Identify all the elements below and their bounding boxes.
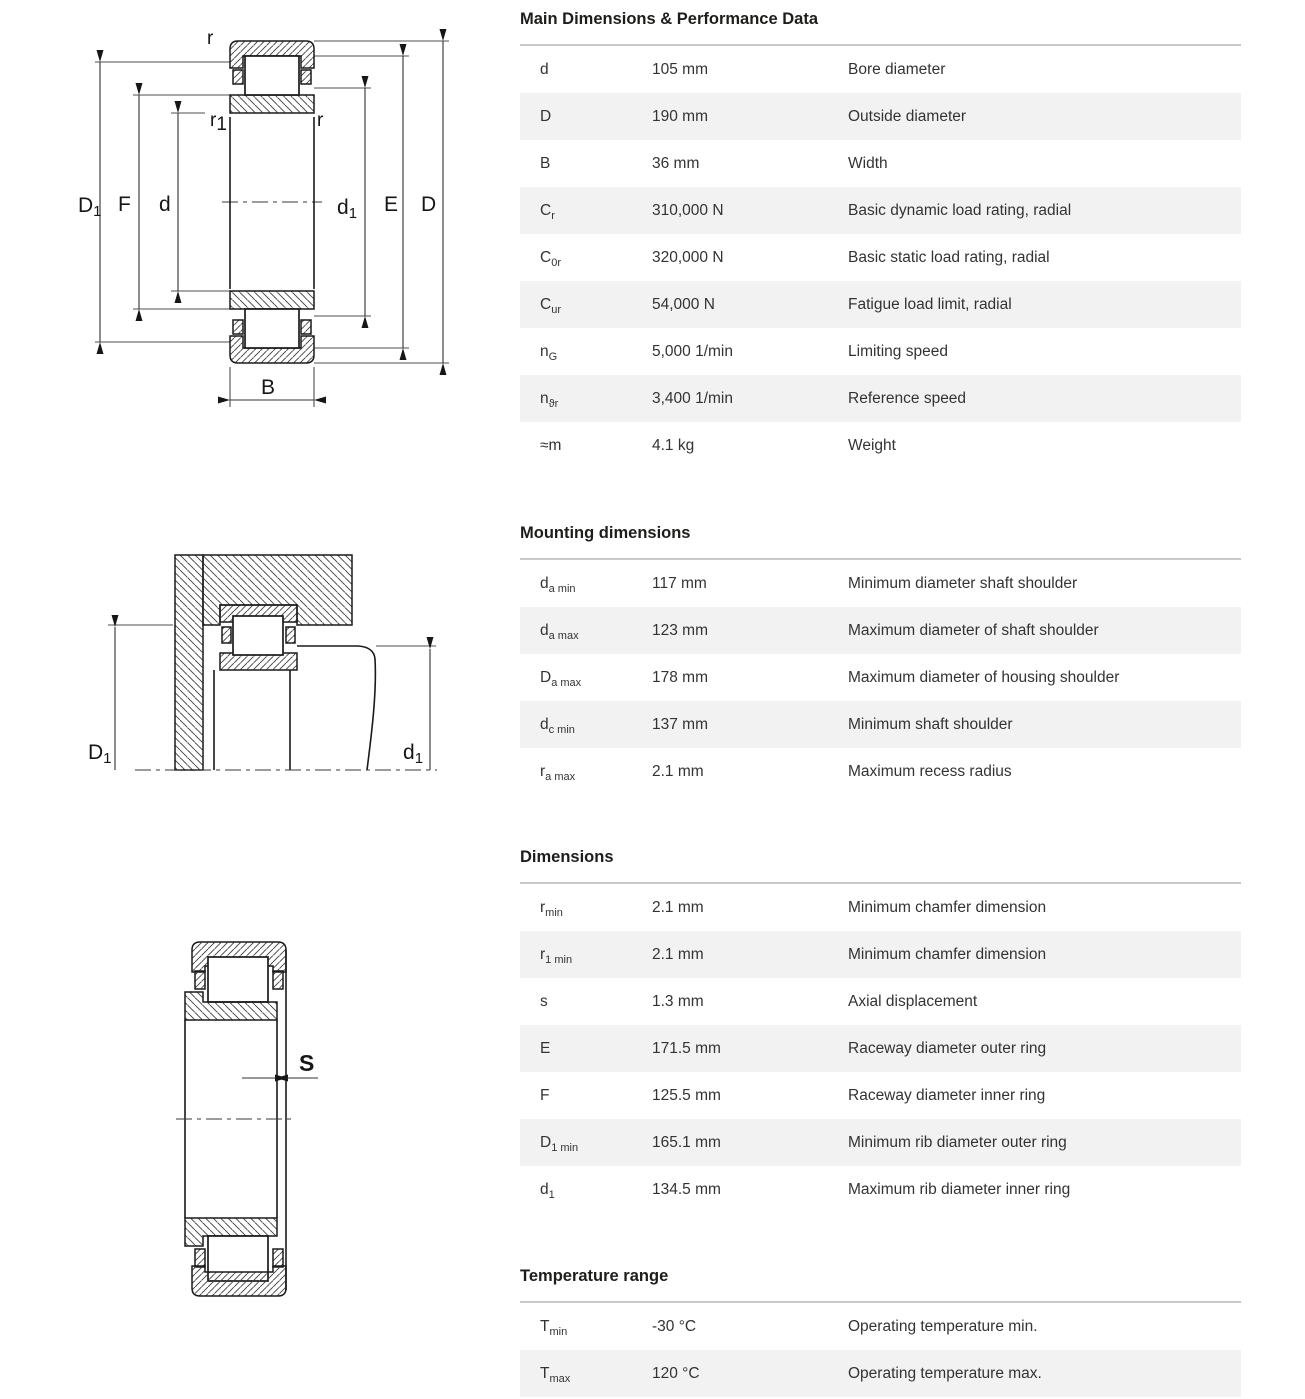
section-title: Main Dimensions & Performance Data xyxy=(520,10,818,28)
value-cell: 123 mm xyxy=(652,621,708,639)
spec-table xyxy=(520,44,1241,469)
symbol-cell: s xyxy=(540,992,548,1010)
table-row xyxy=(520,1350,1241,1397)
symbol-cell: $C_r$ xyxy=(540,201,555,222)
symbol-cell: $n_G$ xyxy=(540,342,558,363)
dim-label-E: E xyxy=(384,193,399,216)
description-cell: Raceway diameter outer ring xyxy=(848,1039,1047,1057)
value-cell: 125.5 mm xyxy=(652,1086,721,1104)
value-cell: 178 mm xyxy=(652,668,708,686)
description-cell: Minimum rib diameter outer ring xyxy=(848,1133,1067,1151)
description-cell: Raceway diameter inner ring xyxy=(848,1086,1046,1104)
symbol-cell: $C_{0r}$ xyxy=(540,248,561,269)
table-row xyxy=(520,931,1241,978)
table-row xyxy=(520,1303,1241,1350)
description-cell: Fatigue load limit, radial xyxy=(848,295,1012,313)
table-row xyxy=(520,187,1241,234)
value-cell: 171.5 mm xyxy=(652,1039,721,1057)
bearing-drawings xyxy=(0,0,500,1399)
dim-label-d: d xyxy=(159,193,171,216)
description-cell: Outside diameter xyxy=(848,107,967,125)
value-cell: 1.3 mm xyxy=(652,992,704,1010)
symbol-cell: $d_{a max}$ xyxy=(540,621,579,642)
dim-label-d1: d1 xyxy=(337,196,358,222)
dim-label-s: S xyxy=(299,1050,315,1076)
dim-label-r-right: r xyxy=(317,110,324,131)
table-row xyxy=(520,560,1241,607)
dim-label-F: F xyxy=(118,193,131,216)
table-row xyxy=(520,234,1241,281)
symbol-cell: $n_{ϑr}$ xyxy=(540,389,559,410)
table-row xyxy=(520,607,1241,654)
table-row xyxy=(520,748,1241,795)
dim-label-D1: D1 xyxy=(78,194,102,220)
value-cell: -30 °C xyxy=(652,1317,697,1335)
section-title: Temperature range xyxy=(520,1267,669,1285)
table-row xyxy=(520,978,1241,1025)
symbol-cell: $C_{ur}$ xyxy=(540,295,561,316)
value-cell: 120 °C xyxy=(652,1364,700,1382)
dim-label-D: D xyxy=(421,193,437,216)
table-row xyxy=(520,328,1241,375)
section-dimensions xyxy=(520,846,1241,1213)
section-title: Dimensions xyxy=(520,848,614,866)
description-cell: Minimum chamfer dimension xyxy=(848,898,1047,916)
table-row xyxy=(520,46,1241,93)
symbol-cell: $D_{a max}$ xyxy=(540,668,582,689)
table-row xyxy=(520,654,1241,701)
description-cell: Reference speed xyxy=(848,389,967,407)
description-cell: Maximum rib diameter inner ring xyxy=(848,1180,1071,1198)
dim-label-d1-mounting: d1 xyxy=(403,741,424,767)
value-cell: 320,000 N xyxy=(652,248,724,266)
table-row xyxy=(520,1119,1241,1166)
value-cell: 2.1 mm xyxy=(652,945,704,963)
axial-displacement-drawing xyxy=(176,942,318,1296)
value-cell: 134.5 mm xyxy=(652,1180,721,1198)
symbol-cell: D xyxy=(540,107,552,125)
front-cross-section-drawing xyxy=(78,28,449,407)
spec-table xyxy=(520,558,1241,795)
symbol-cell: $r_{a max}$ xyxy=(540,762,576,783)
value-cell: 137 mm xyxy=(652,715,708,733)
table-row xyxy=(520,701,1241,748)
dim-label-D1-mounting: D1 xyxy=(88,741,112,767)
dim-label-r-top: r xyxy=(207,28,214,49)
table-row xyxy=(520,1072,1241,1119)
symbol-cell: $d_{c min}$ xyxy=(540,715,575,736)
value-cell: 117 mm xyxy=(652,574,707,592)
symbol-cell: $r_{min}$ xyxy=(540,898,563,919)
table-row xyxy=(520,1025,1241,1072)
value-cell: 165.1 mm xyxy=(652,1133,721,1151)
section-title: Mounting dimensions xyxy=(520,524,691,542)
description-cell: Operating temperature min. xyxy=(848,1317,1038,1335)
value-cell: 54,000 N xyxy=(652,295,715,313)
symbol-cell: d xyxy=(540,60,549,78)
spec-table xyxy=(520,1301,1241,1397)
value-cell: 105 mm xyxy=(652,60,708,78)
description-cell: Minimum diameter shaft shoulder xyxy=(848,574,1078,592)
description-cell: Minimum shaft shoulder xyxy=(848,715,1013,733)
description-cell: Axial displacement xyxy=(848,992,978,1010)
symbol-cell: $D_{1 min}$ xyxy=(540,1133,579,1154)
table-row xyxy=(520,422,1241,469)
symbol-cell: ≈m xyxy=(540,436,562,454)
value-cell: 3,400 1/min xyxy=(652,389,733,407)
description-cell: Basic dynamic load rating, radial xyxy=(848,201,1072,219)
dim-label-r1: r1 xyxy=(210,110,227,135)
symbol-cell: $T_{max}$ xyxy=(540,1364,571,1385)
dim-label-B: B xyxy=(261,376,276,399)
symbol-cell: B xyxy=(540,154,551,172)
description-cell: Maximum diameter of shaft shoulder xyxy=(848,621,1099,639)
section-main-dimensions xyxy=(520,8,1241,469)
value-cell: 5,000 1/min xyxy=(652,342,733,360)
value-cell: 2.1 mm xyxy=(652,898,704,916)
table-row xyxy=(520,93,1241,140)
description-cell: Maximum recess radius xyxy=(848,762,1012,780)
spec-table xyxy=(520,882,1241,1213)
description-cell: Basic static load rating, radial xyxy=(848,248,1050,266)
symbol-cell: $r_{1 min}$ xyxy=(540,945,573,966)
description-cell: Operating temperature max. xyxy=(848,1364,1042,1382)
mounting-drawing xyxy=(88,555,437,770)
description-cell: Maximum diameter of housing shoulder xyxy=(848,668,1120,686)
section-mounting-dimensions xyxy=(520,522,1241,795)
symbol-cell: $T_{min}$ xyxy=(540,1317,568,1338)
value-cell: 310,000 N xyxy=(652,201,724,219)
description-cell: Limiting speed xyxy=(848,342,948,360)
symbol-cell: $d_1$ xyxy=(540,1180,555,1201)
table-row xyxy=(520,1166,1241,1213)
description-cell: Minimum chamfer dimension xyxy=(848,945,1047,963)
description-cell: Weight xyxy=(848,436,896,454)
value-cell: 4.1 kg xyxy=(652,436,695,454)
section-temperature-range xyxy=(520,1265,1241,1397)
value-cell: 2.1 mm xyxy=(652,762,704,780)
table-row xyxy=(520,281,1241,328)
table-row xyxy=(520,375,1241,422)
table-row xyxy=(520,884,1241,931)
table-row xyxy=(520,140,1241,187)
symbol-cell: $d_{a min}$ xyxy=(540,574,576,595)
value-cell: 190 mm xyxy=(652,107,708,125)
symbol-cell: E xyxy=(540,1039,551,1057)
symbol-cell: F xyxy=(540,1086,550,1104)
description-cell: Bore diameter xyxy=(848,60,946,78)
value-cell: 36 mm xyxy=(652,154,700,172)
description-cell: Width xyxy=(848,154,888,172)
